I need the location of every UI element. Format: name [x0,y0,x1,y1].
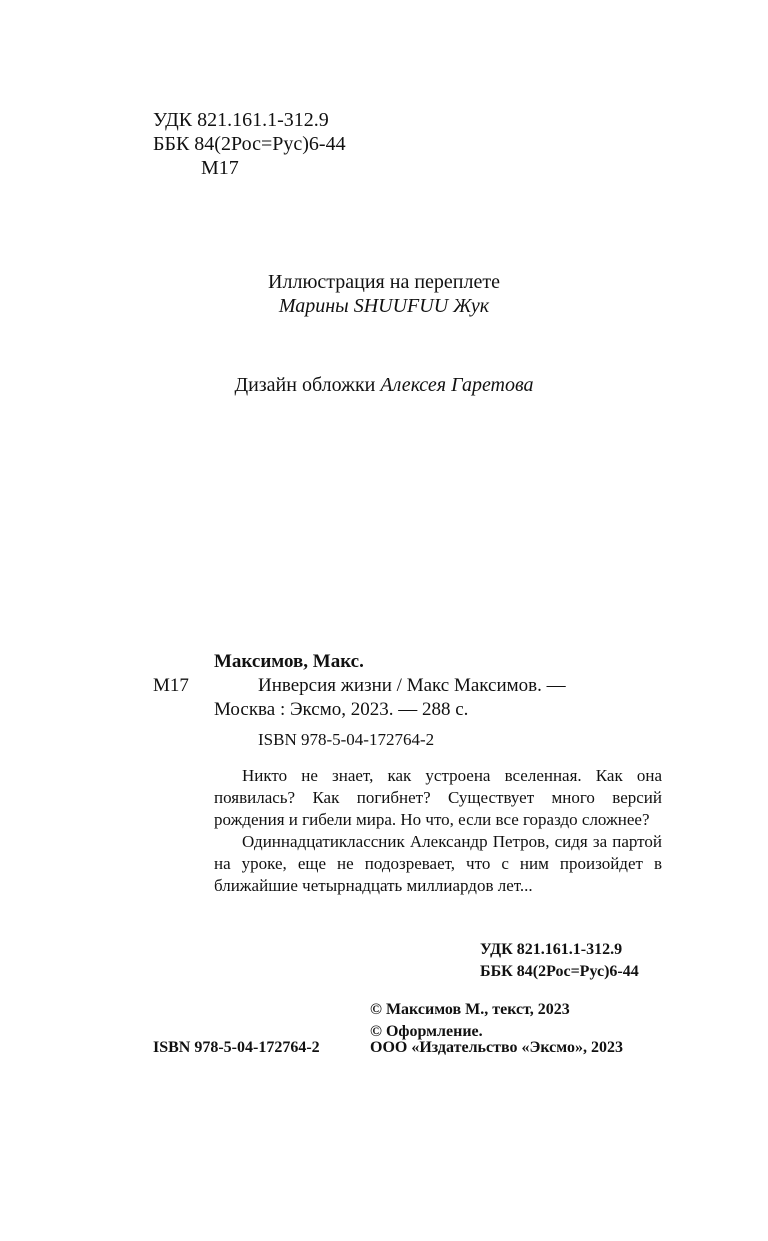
cover-design-credit [0,373,768,397]
annotation-paragraph-1: Никто не знает, как устроена вселенная. Как она появилась? Как погибнет? Существует много версий рождения и гибели мира. Но что, если все гораздо сложнее? [214,766,662,829]
illustration-credit-label: Иллюстрация на переплете [268,271,500,293]
catalog-isbn: ISBN 978-5-04-172764-2 [258,730,435,749]
catalog-author: Максимов, Макс. [214,651,364,672]
bbk-code-bottom: ББК 84(2Рос=Рус)6-44 [480,963,639,980]
udk-code: УДК 821.161.1-312.9 [153,109,329,131]
cover-design-prefix: Дизайн обложки [234,374,376,396]
catalog-title-line2: Москва : Эксмо, 2023. — 288 с. [214,699,469,720]
copyright-publisher: ООО «Издательство «Эксмо», 2023 [370,1039,623,1056]
copyright-design: © Оформление. [370,1023,483,1040]
annotation [214,765,662,897]
udk-code-bottom: УДК 821.161.1-312.9 [480,941,623,958]
bbk-code: ББК 84(2Рос=Рус)6-44 [153,133,346,155]
annotation-paragraph-2: Одиннадцатиклассник Александр Петров, сидя за партой на уроке, еще не подозревает, что с ним произойдет в ближайшие четырнадцать миллиардов лет... [214,832,662,895]
catalog-title-line1: Инверсия жизни / Макс Максимов. — [258,675,566,696]
cover-design-name: Алексея Гаретова [380,374,534,396]
catalog-sign: М17 [153,675,189,696]
illustration-credit-name: Марины SHUUFUU Жук [278,295,490,317]
copyright-text: © Максимов М., текст, 2023 [370,1001,570,1018]
isbn-bottom: ISBN 978-5-04-172764-2 [153,1039,320,1056]
author-sign: М17 [201,157,239,179]
